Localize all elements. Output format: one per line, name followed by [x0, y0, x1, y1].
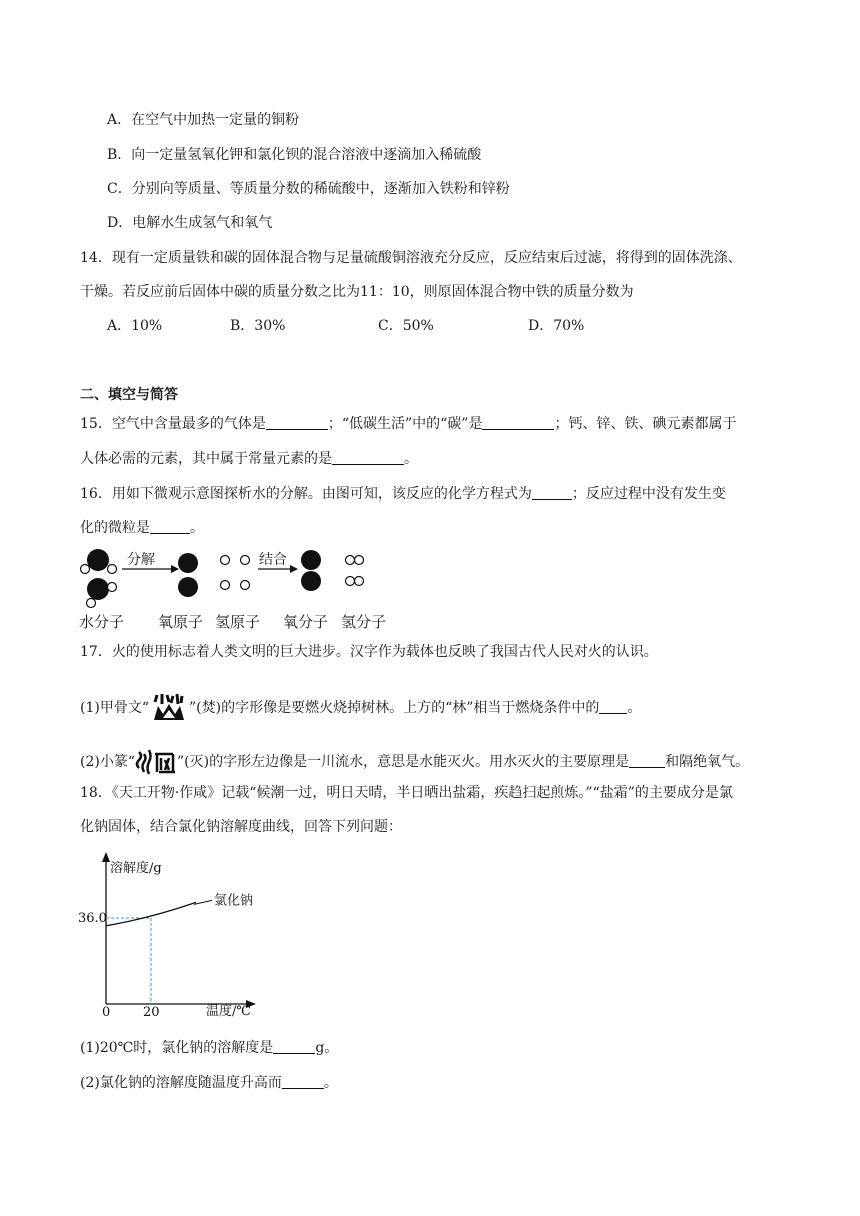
q18-text-1: (1)20℃时，氯化钠的溶解度是: [80, 1040, 274, 1056]
water-decomposition-diagram: [78, 543, 398, 615]
x-tick-label: 0: [102, 1005, 111, 1018]
water-molecule: [81, 549, 117, 574]
section-title: 二、填空与简答: [80, 387, 178, 403]
q16-text-3: 化的微粒是: [80, 520, 150, 536]
q13-option-a: A．在空气中加热一定量的铜粉: [107, 112, 300, 128]
hydrogen-molecule: [346, 556, 355, 565]
x-tick-label: 20: [143, 1005, 160, 1018]
oracle-fen-glyph-icon: [149, 692, 189, 724]
q18-sub2: [80, 1073, 338, 1093]
y-axis-arrow-icon: [102, 852, 110, 862]
q16-text-2: ；反应过程中没有发生变: [571, 486, 726, 502]
x-axis-label: 温度/℃: [206, 1004, 251, 1018]
hydrogen-atom: [241, 556, 250, 565]
q14-line1: 14．现有一定质量铁和碳的固体混合物与足量硫酸铜溶液充分反应，反应结束后过滤，将得到的固体洗涤、: [80, 250, 742, 266]
answer-blank[interactable]: [282, 1074, 324, 1089]
answer-blank[interactable]: [266, 415, 328, 430]
oxygen-atom: [178, 553, 198, 573]
answer-blank[interactable]: [150, 519, 190, 534]
series-label-leader: [194, 900, 212, 904]
q14-line2: 干燥。若反应前后固体中碳的质量分数之比为11：10，则原固体混合物中铁的质量分数为: [80, 284, 634, 300]
solubility-chart: [78, 848, 298, 1018]
q18-line1: 18．《天工开物·作咸》记载“候潮一过，明日天晴，半日晒出盐霜，疾趋扫起煎炼。”“盐霜”的主要成分是氯: [80, 785, 733, 801]
label-hydrogen-atom: 氢原子: [215, 613, 261, 631]
y-tick-label: 36.0: [78, 911, 107, 926]
seal-mie-glyph-icon: [135, 748, 177, 776]
q15-text-3: ；钙、锌、铁、碘元素都属于: [554, 416, 737, 432]
q18-line2: 化钠固体，结合氯化钠溶解度曲线，回答下列问题：: [80, 819, 402, 835]
answer-blank[interactable]: [629, 753, 665, 768]
q15-text-1: 15．空气中含量最多的气体是: [80, 416, 266, 432]
q13-option-c: C．分别向等质量、等质量分数的稀硫酸中，逐渐加入铁粉和锌粉: [107, 181, 510, 197]
answer-blank[interactable]: [599, 699, 627, 714]
label-water-molecule: 水分子: [79, 613, 125, 631]
q17-sub2: [80, 748, 749, 776]
hydrogen-molecule: [346, 577, 355, 586]
answer-blank[interactable]: [482, 415, 554, 430]
oxygen-molecule: [301, 550, 321, 570]
q17-text-5: ”(灭)的字形左边像是一川流水，意思是水能灭火。用水灭火的主要原理是: [177, 754, 630, 770]
answer-blank[interactable]: [332, 450, 404, 465]
q17-text-3: 。: [627, 700, 642, 716]
q14-option-a: A．10%: [107, 318, 163, 334]
q15-line1: [80, 414, 736, 434]
q18-text-4: 。: [323, 1075, 338, 1091]
q17-text-4: (2)小篆“: [80, 754, 135, 770]
oxygen-molecule: [301, 571, 321, 591]
series-line-nacl: [106, 902, 196, 925]
q17-text-1: (1)甲骨文“: [80, 700, 149, 716]
q13-option-b: B．向一定量氢氧化钾和氯化钡的混合溶液中逐滴加入稀硫酸: [107, 147, 482, 163]
q18-text-2: g。: [315, 1040, 339, 1056]
hydrogen-molecule: [355, 577, 364, 586]
q13-option-d: D．电解水生成氢气和氧气: [107, 215, 273, 231]
q17-text-6: 和隔绝氧气。: [665, 754, 750, 770]
label-oxygen-molecule: 氧分子: [283, 613, 329, 631]
q15-line2: [80, 449, 418, 469]
q15-text-4: 人体必需的元素，其中属于常量元素的是: [80, 451, 332, 467]
q18-text-3: (2)氯化钠的溶解度随温度升高而: [80, 1075, 282, 1091]
hydrogen-atom: [221, 581, 230, 590]
arrow-label-decompose: 分解: [127, 552, 155, 568]
q14-option-d: D．70%: [528, 318, 585, 334]
q16-text-1: 16．用如下微观示意图探析水的分解。由图可知，该反应的化学方程式为: [80, 486, 532, 502]
series-label: 氯化钠: [214, 893, 254, 909]
q16-line2: [80, 518, 204, 538]
label-hydrogen-molecule: 氢分子: [341, 613, 387, 631]
oxygen-atom: [178, 577, 198, 597]
hydrogen-atom: [241, 581, 250, 590]
q15-text-5: 。: [404, 451, 418, 467]
hydrogen-molecule: [355, 556, 364, 565]
q16-text-4: 。: [190, 520, 204, 536]
q17-line1: 17．火的使用标志着人类文明的巨大进步。汉字作为载体也反映了我国古代人民对火的认识。: [80, 644, 658, 660]
y-axis-label: 溶解度/g: [110, 861, 162, 876]
q16-line1: [80, 484, 726, 504]
q15-text-2: ；“低碳生活”中的“碳”是: [327, 416, 483, 432]
q17-text-2: ”(焚)的字形像是要燃火烧掉树林。上方的“林”相当于燃烧条件中的: [189, 700, 600, 716]
answer-blank[interactable]: [273, 1039, 315, 1054]
answer-blank[interactable]: [532, 485, 572, 500]
q18-sub1: [80, 1038, 338, 1058]
q14-option-b: B．30%: [230, 318, 286, 334]
hydrogen-atom: [221, 556, 230, 565]
arrow-label-combine: 结合: [259, 552, 287, 568]
label-oxygen-atom: 氧原子: [158, 613, 204, 631]
water-molecule: [87, 578, 117, 608]
q14-option-c: C．50%: [378, 318, 434, 334]
q17-sub1: [80, 692, 641, 724]
arrow-head-icon: [290, 565, 298, 573]
arrow-head-icon: [171, 565, 179, 573]
